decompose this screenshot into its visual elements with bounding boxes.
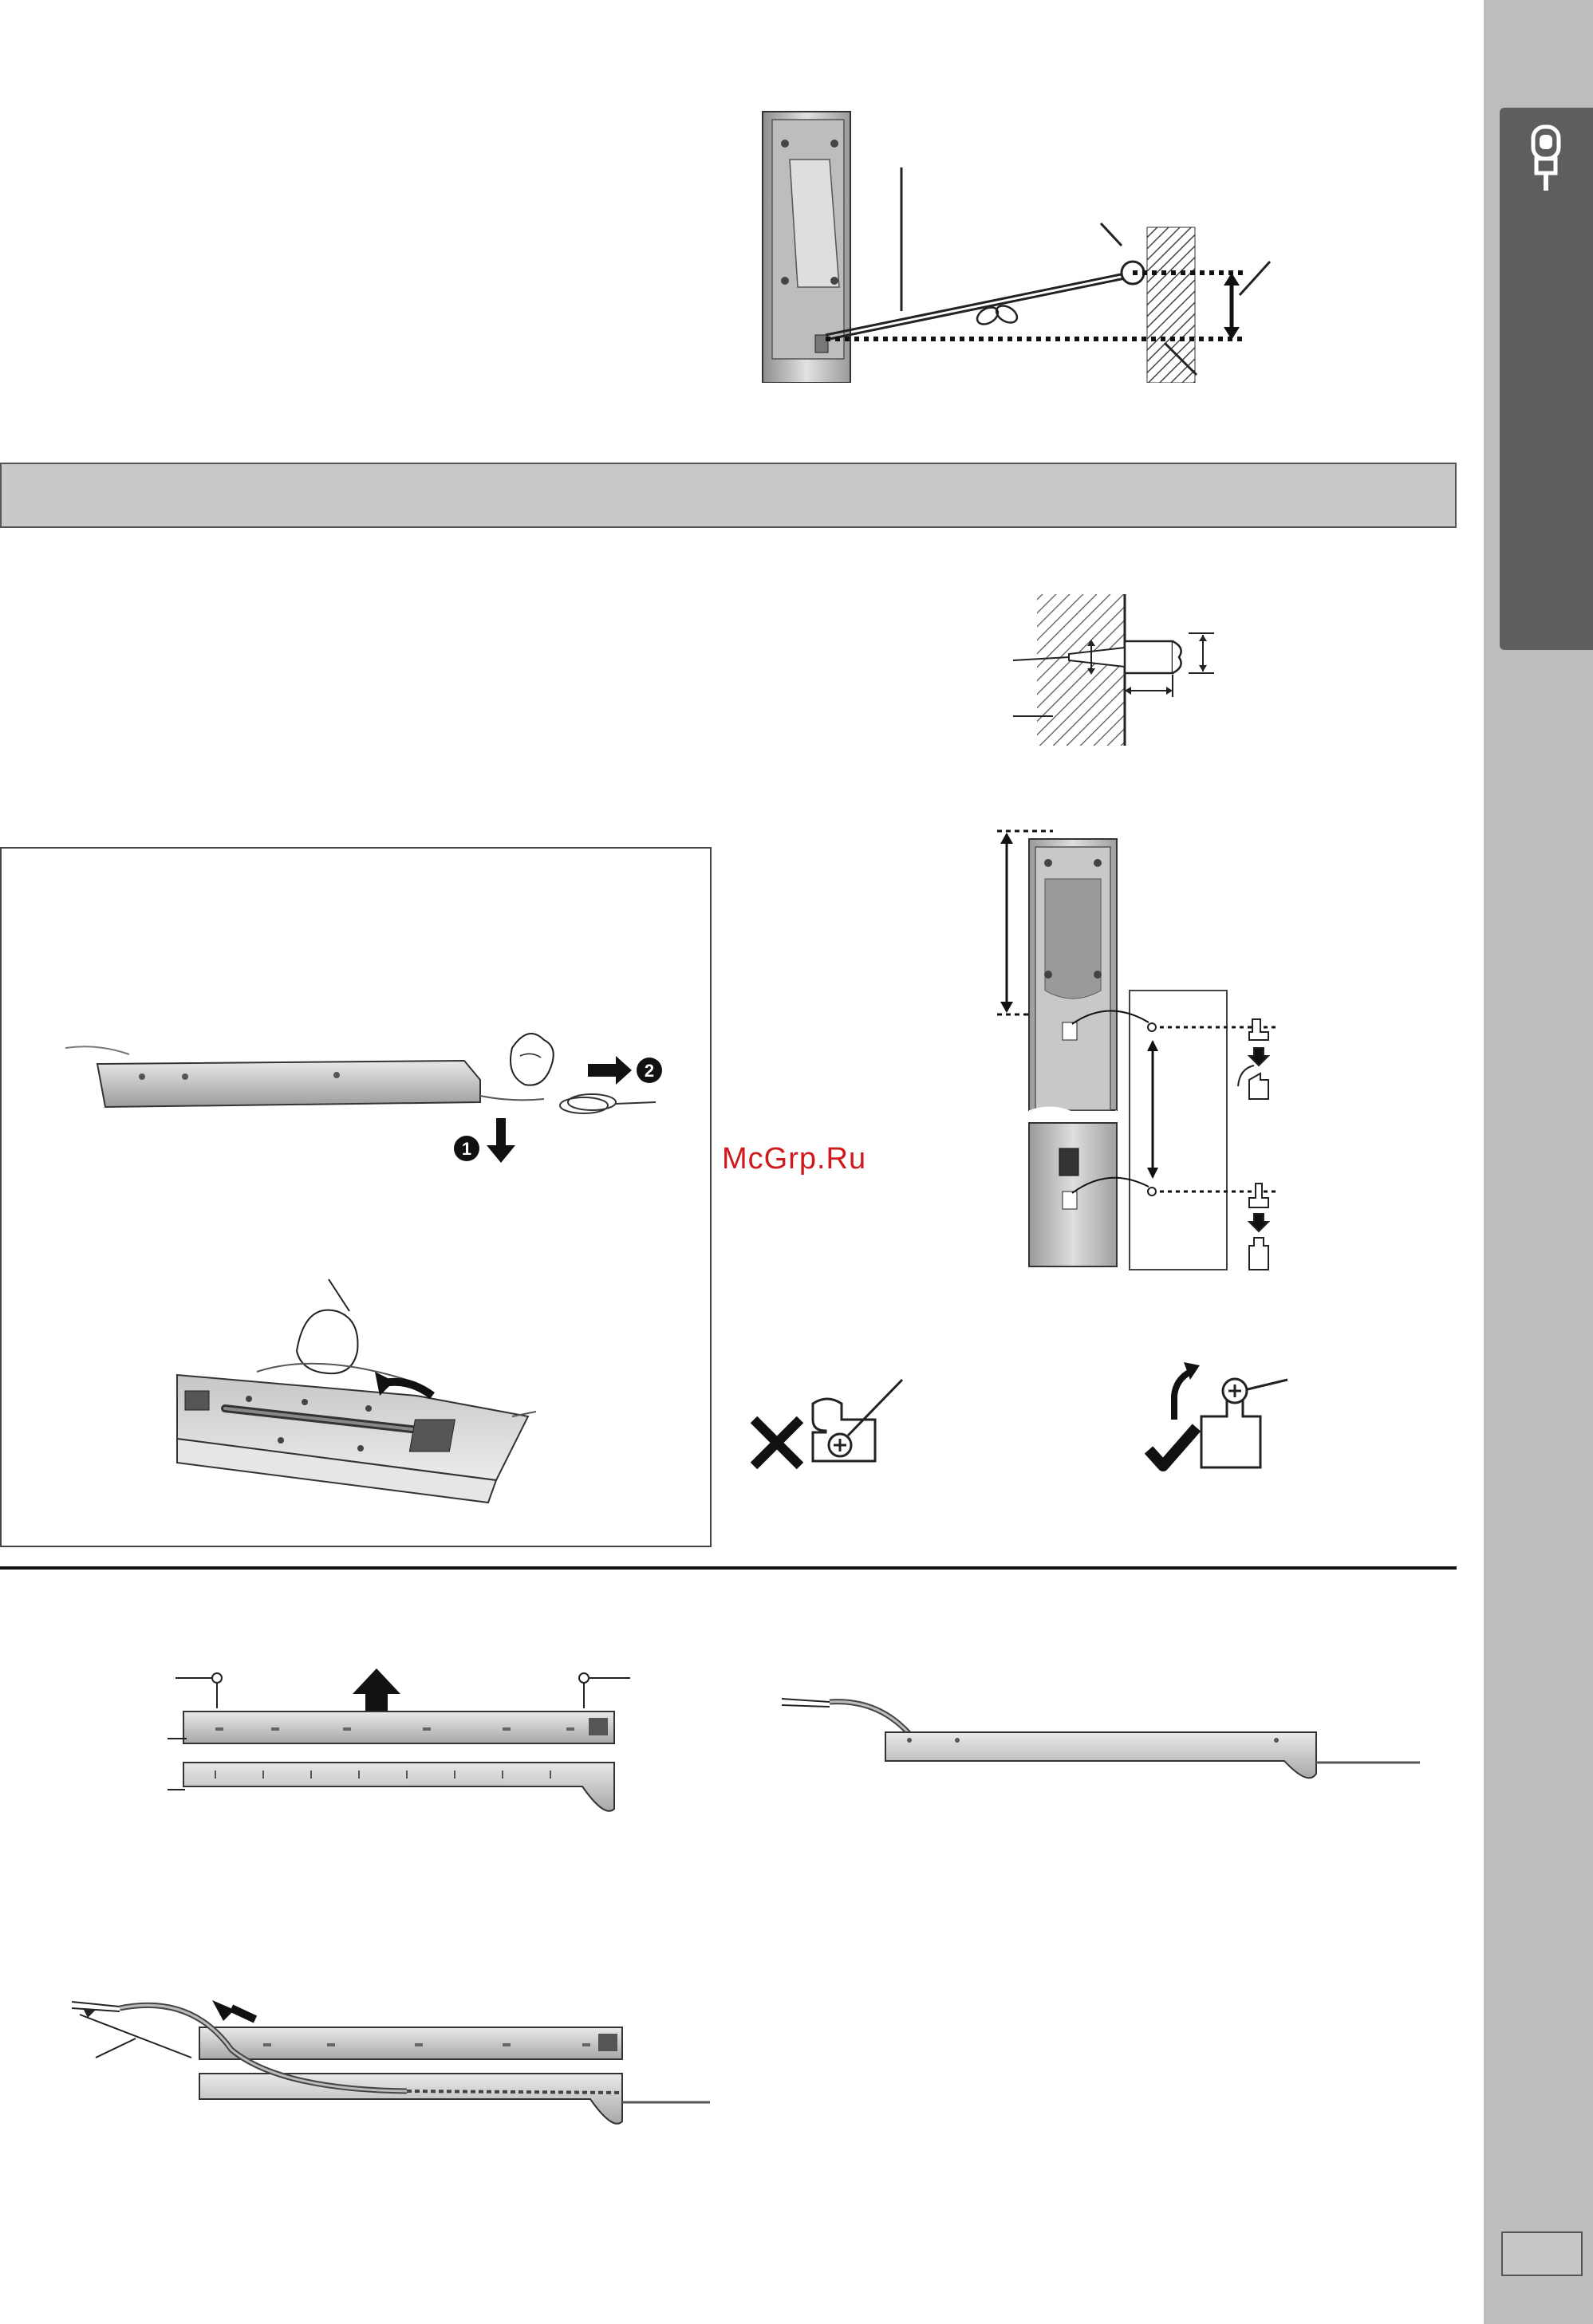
cable-pull-figure (65, 1016, 688, 1199)
section-divider (0, 1566, 1457, 1570)
correct-mounting-figure (1141, 1348, 1300, 1475)
check-mark-icon (1149, 1428, 1197, 1466)
speaker-plug-icon (1522, 122, 1570, 194)
cable-guide-box (0, 847, 712, 1547)
step-one-marker: 1 (461, 1139, 472, 1159)
screw-detail-figure (1005, 590, 1236, 750)
watermark-text: McGrp.Ru (722, 1142, 867, 1176)
page-number (1501, 2231, 1583, 2276)
wrong-mounting-figure (746, 1372, 905, 1475)
remove-cover-figure (168, 1659, 654, 1818)
cable-insert-figure (161, 1231, 560, 1518)
chapter-tab[interactable] (1500, 108, 1593, 650)
section-header (0, 463, 1457, 528)
wire-hanging-figure (750, 104, 1292, 383)
mounting-slots-figure (989, 823, 1292, 1294)
cross-mark-icon (754, 1420, 800, 1466)
step-two-marker: 2 (644, 1061, 655, 1081)
finished-bar-figure (782, 1691, 1428, 1786)
thread-cable-figure (72, 1962, 718, 2137)
